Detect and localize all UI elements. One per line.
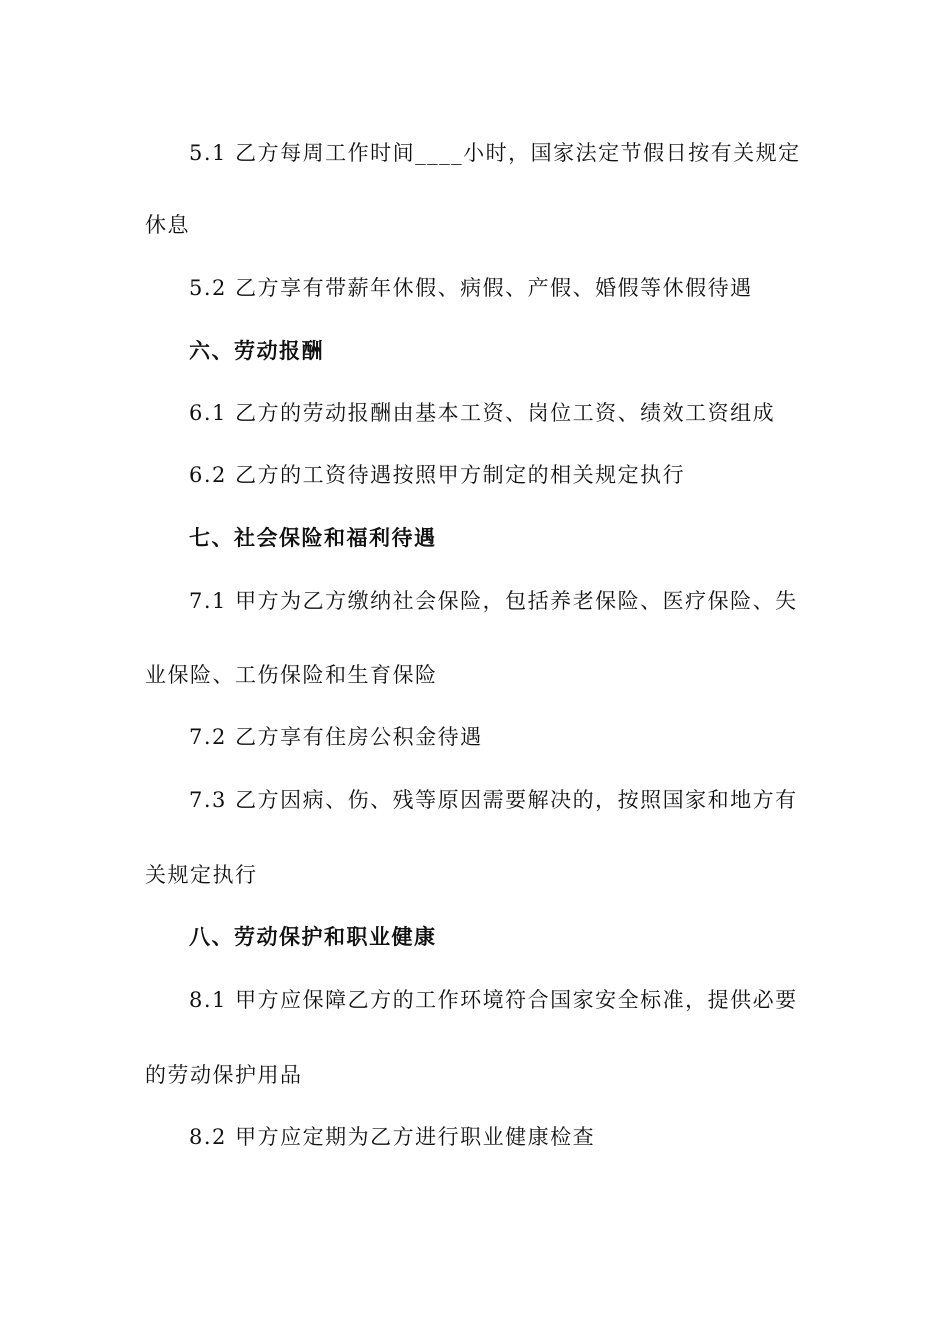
paragraph-7-1-line-1: 7.1 甲方为乙方缴纳社会保险，包括养老保险、医疗保险、失	[189, 589, 798, 613]
paragraph-8-2: 8.2 甲方应定期为乙方进行职业健康检查	[189, 1125, 596, 1149]
paragraph-7-3-line-1: 7.3 乙方因病、伤、残等原因需要解决的，按照国家和地方有	[189, 788, 798, 812]
paragraph-8-1-line-2: 的劳动保护用品	[145, 1063, 303, 1087]
paragraph-7-1-line-2: 业保险、工伤保险和生育保险	[145, 663, 438, 687]
section-heading-8: 八、劳动保护和职业健康	[189, 924, 437, 949]
paragraph-7-3-line-2: 关规定执行	[145, 863, 258, 887]
paragraph-5-1-line-1: 5.1 乙方每周工作时间____小时，国家法定节假日按有关规定	[189, 141, 801, 165]
paragraph-8-1-line-1: 8.1 甲方应保障乙方的工作环境符合国家安全标准，提供必要	[189, 988, 798, 1012]
paragraph-6-2: 6.2 乙方的工资待遇按照甲方制定的相关规定执行	[189, 463, 686, 487]
section-heading-7: 七、社会保险和福利待遇	[189, 525, 437, 550]
paragraph-6-1: 6.1 乙方的劳动报酬由基本工资、岗位工资、绩效工资组成	[189, 401, 776, 425]
paragraph-5-1-line-2: 休息	[145, 213, 190, 237]
paragraph-5-2: 5.2 乙方享有带薪年休假、病假、产假、婚假等休假待遇	[189, 276, 753, 300]
paragraph-7-2: 7.2 乙方享有住房公积金待遇	[189, 725, 483, 749]
section-heading-6: 六、劳动报酬	[189, 338, 324, 363]
